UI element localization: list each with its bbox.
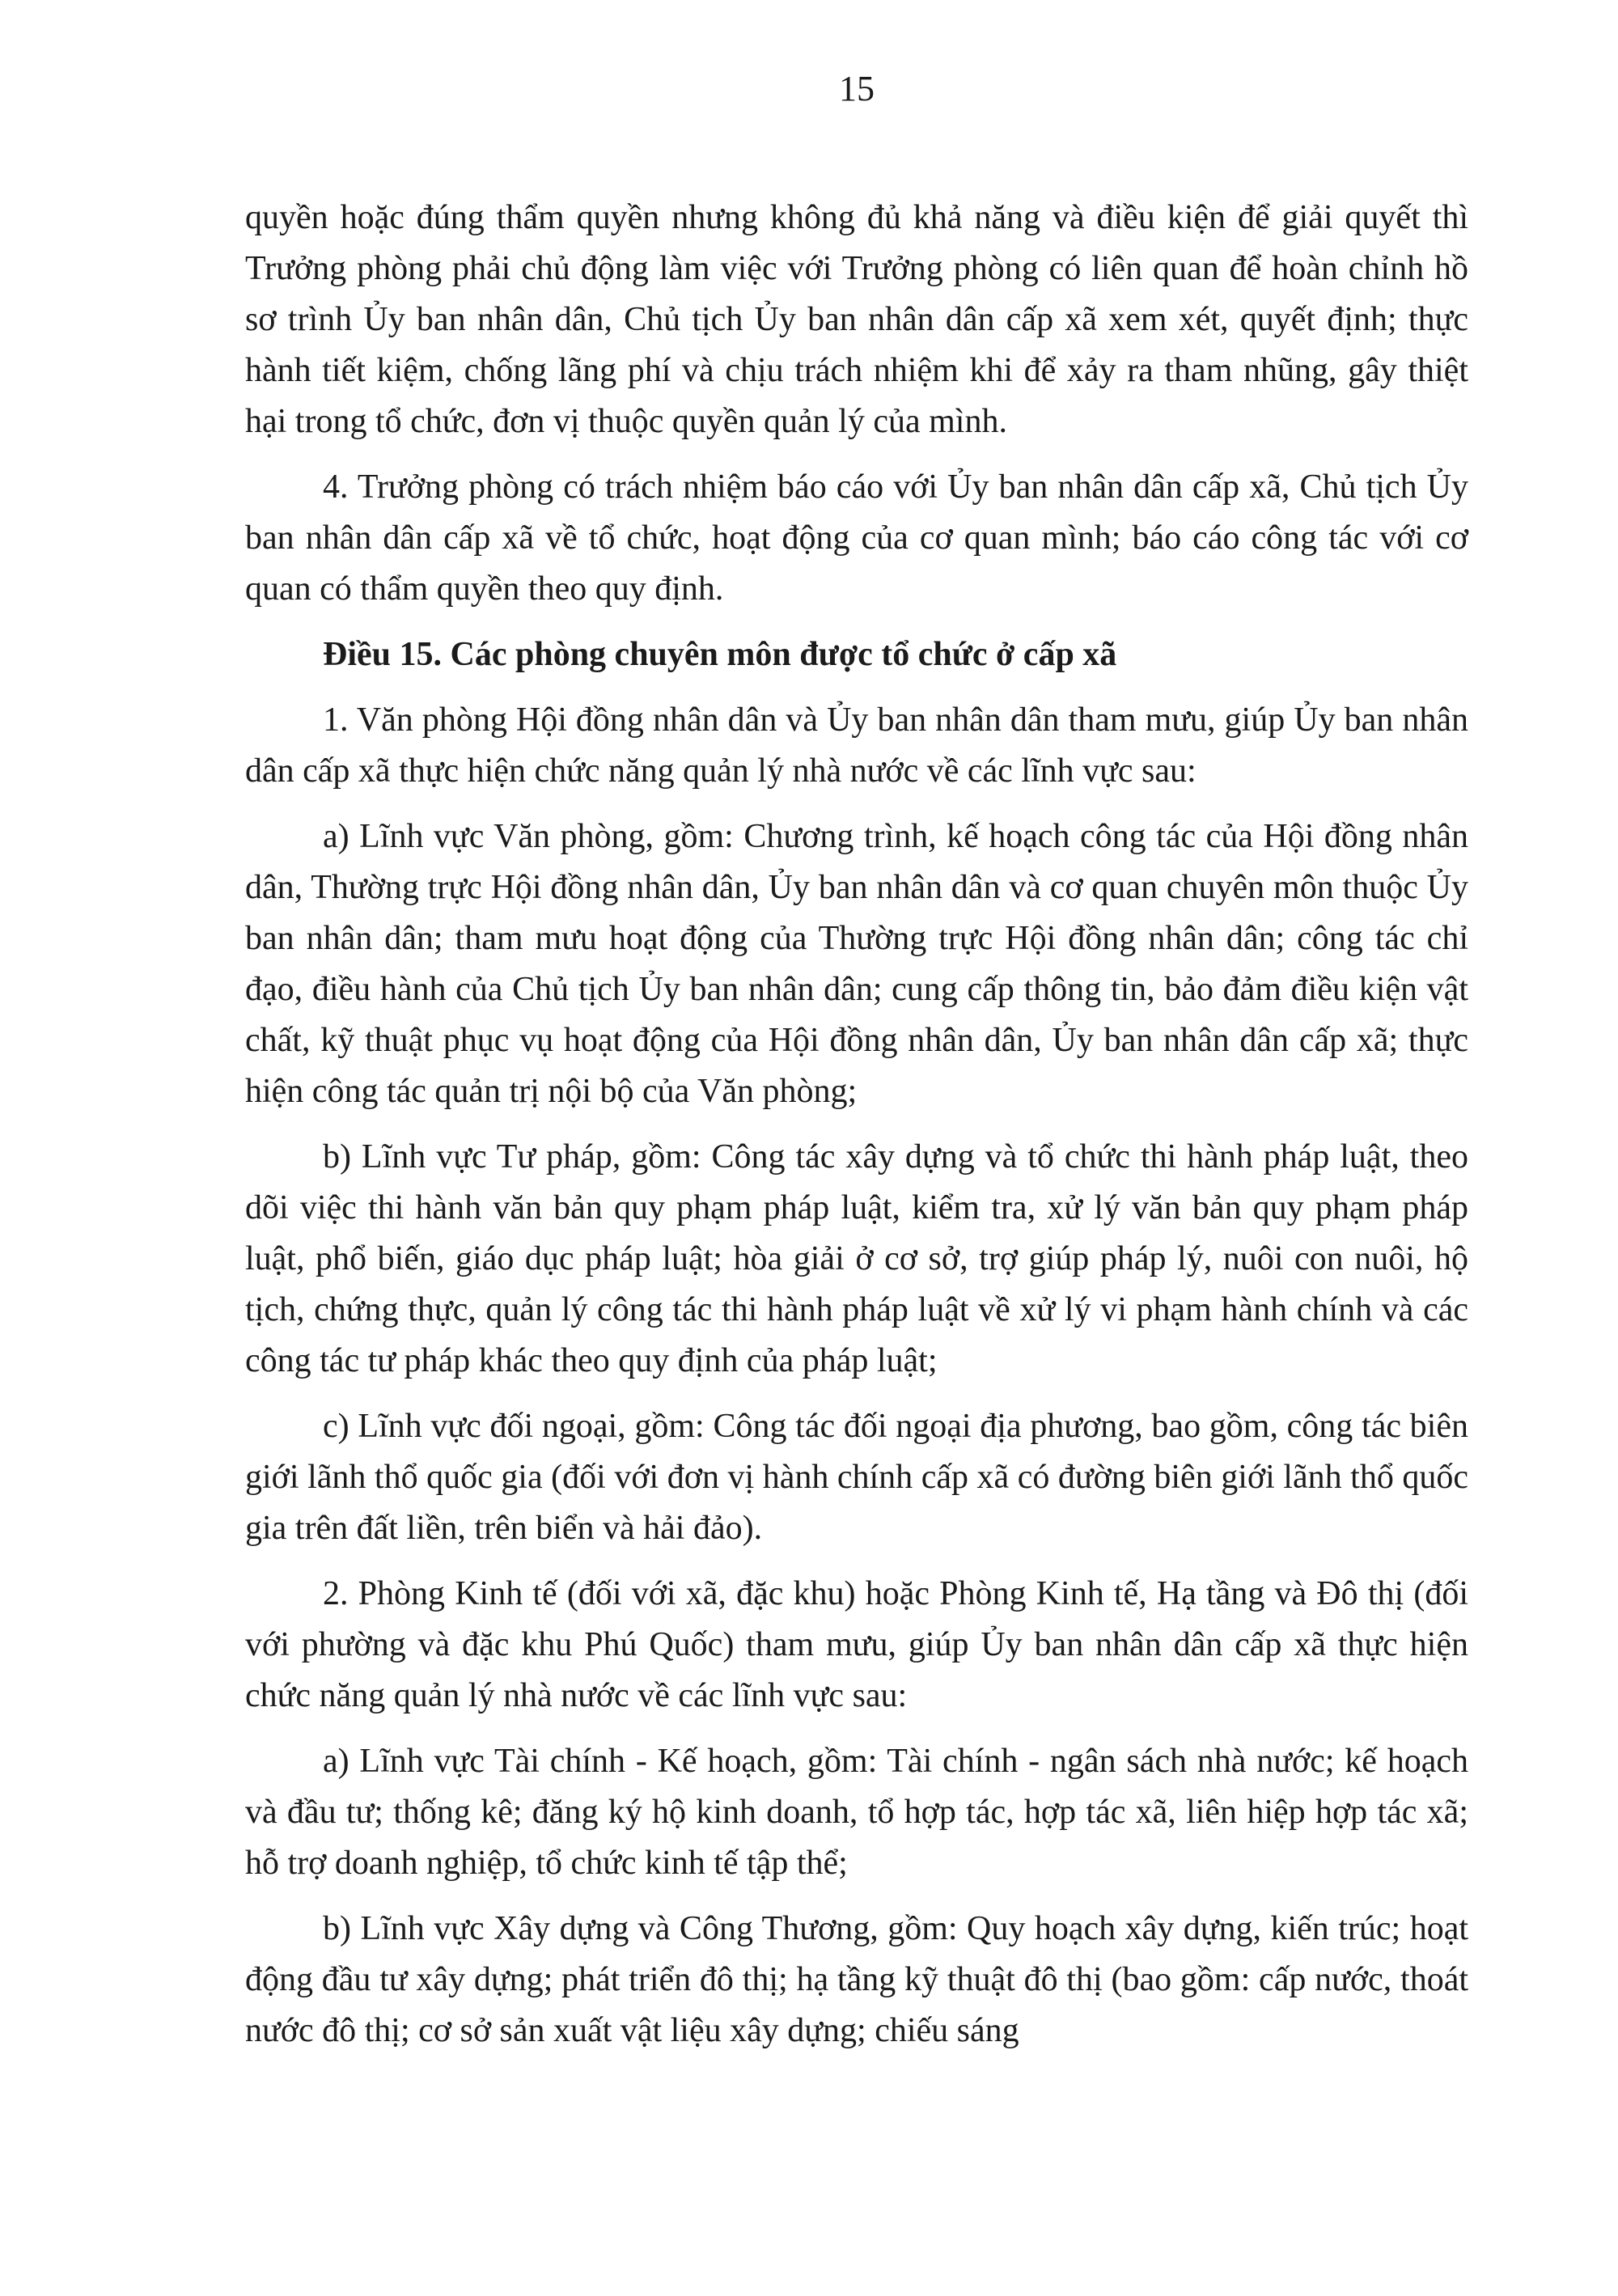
page-number: 15 (839, 69, 875, 108)
paragraph-point-b2: b) Lĩnh vực Xây dựng và Công Thương, gồm: Quy hoạch xây dựng, kiến trúc; hoạt động đầu tư xây dựng; phát triển đô thị; hạ tầng kỹ thuật đô thị (bao gồm: cấp nước, thoát nước đô thị; cơ sở sản xuất vật liệu xây dựng; chiếu sáng (245, 1910, 1468, 2049)
document-body (245, 193, 1468, 2071)
paragraph-clause-2: 2. Phòng Kinh tế (đối với xã, đặc khu) hoặc Phòng Kinh tế, Hạ tầng và Đô thị (đối với phường và đặc khu Phú Quốc) tham mưu, giúp Ủy ban nhân dân cấp xã thực hiện chức năng quản lý nhà nước về các lĩnh vực sau: (245, 1575, 1468, 1714)
paragraph-clause-1: 1. Văn phòng Hội đồng nhân dân và Ủy ban nhân dân tham mưu, giúp Ủy ban nhân dân cấp xã thực hiện chức năng quản lý nhà nước về các lĩnh vực sau: (245, 701, 1468, 790)
paragraph-point-a: a) Lĩnh vực Văn phòng, gồm: Chương trình, kế hoạch công tác của Hội đồng nhân dân, Thường trực Hội đồng nhân dân, Ủy ban nhân dân và cơ quan chuyên môn thuộc Ủy ban nhân dân; tham mưu hoạt động của Thường trực Hội đồng nhân dân; công tác chỉ đạo, điều hành của Chủ tịch Ủy ban nhân dân; cung cấp thông tin, bảo đảm điều kiện vật chất, kỹ thuật phục vụ hoạt động của Hội đồng nhân dân, Ủy ban nhân dân cấp xã; thực hiện công tác quản trị nội bộ của Văn phòng; (245, 818, 1468, 1110)
paragraph-point-c: c) Lĩnh vực đối ngoại, gồm: Công tác đối ngoại địa phương, bao gồm, công tác biên giới lãnh thổ quốc gia (đối với đơn vị hành chính cấp xã có đường biên giới lãnh thổ quốc gia trên đất liền, trên biển và hải đảo). (245, 1408, 1468, 1547)
paragraph-continuation: quyền hoặc đúng thẩm quyền nhưng không đủ khả năng và điều kiện để giải quyết thì Trưởng phòng phải chủ động làm việc với Trưởng phòng có liên quan để hoàn chỉnh hồ sơ trình Ủy ban nhân dân, Chủ tịch Ủy ban nhân dân cấp xã xem xét, quyết định; thực hành tiết kiệm, chống lãng phí và chịu trách nhiệm khi để xảy ra tham nhũng, gây thiệt hại trong tổ chức, đơn vị thuộc quyền quản lý của mình. (245, 199, 1468, 440)
paragraph-clause-4: 4. Trưởng phòng có trách nhiệm báo cáo với Ủy ban nhân dân cấp xã, Chủ tịch Ủy ban nhân dân cấp xã về tổ chức, hoạt động của cơ quan mình; báo cáo công tác với cơ quan có thẩm quyền theo quy định. (245, 468, 1468, 608)
article-15-heading: Điều 15. Các phòng chuyên môn được tổ chức ở cấp xã (323, 636, 1117, 673)
paragraph-point-a2: a) Lĩnh vực Tài chính - Kế hoạch, gồm: Tài chính - ngân sách nhà nước; kế hoạch và đầu tư; thống kê; đăng ký hộ kinh doanh, tổ hợp tác, hợp tác xã, liên hiệp hợp tác xã; hỗ trợ doanh nghiệp, tổ chức kinh tế tập thể; (245, 1743, 1468, 1882)
paragraph-point-b: b) Lĩnh vực Tư pháp, gồm: Công tác xây dựng và tổ chức thi hành pháp luật, theo dõi việc thi hành văn bản quy phạm pháp luật, kiểm tra, xử lý văn bản quy phạm pháp luật, phổ biến, giáo dục pháp luật; hòa giải ở cơ sở, trợ giúp pháp lý, nuôi con nuôi, hộ tịch, chứng thực, quản lý công tác thi hành pháp luật về xử lý vi phạm hành chính và các công tác tư pháp khác theo quy định của pháp luật; (245, 1138, 1468, 1379)
